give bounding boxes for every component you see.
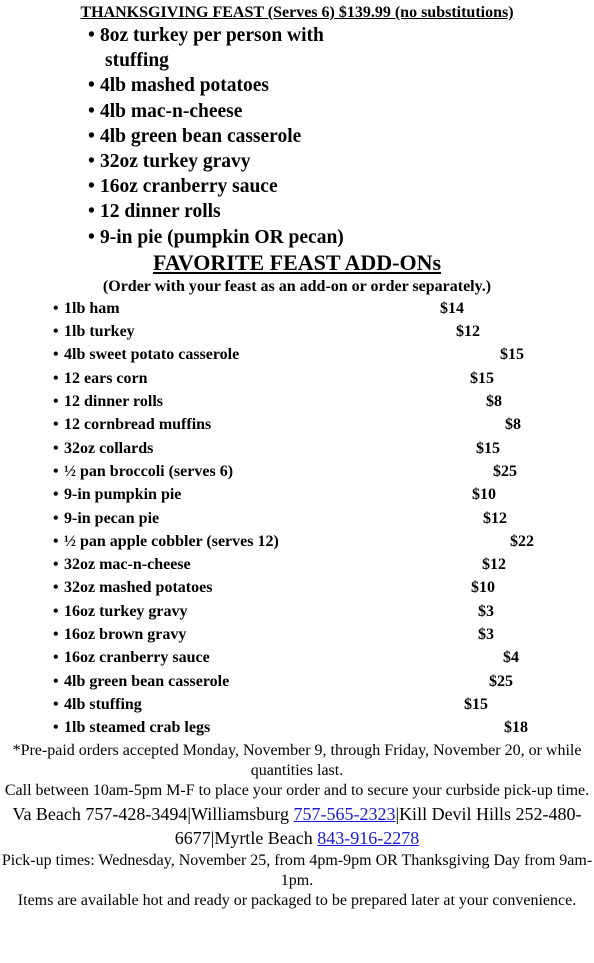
- addon-price: $22: [510, 532, 534, 550]
- addon-price: $12: [456, 323, 480, 341]
- feast-title: THANKSGIVING FEAST (Serves 6) $139.99 (no substitutions): [80, 4, 514, 21]
- bullet-icon: •: [53, 462, 59, 480]
- addon-price: $12: [483, 509, 507, 527]
- pickup-times: Pick-up times: Wednesday, November 25, from 4pm-9pm OR Thanksgiving Day from 9am-1pm.: [1, 852, 593, 890]
- addon-item: [0, 507, 594, 530]
- addons-subtitle: (Order with your feast as an add-on or order separately.): [102, 277, 492, 295]
- feast-item: • 8oz turkey per person with stuffing: [88, 25, 324, 72]
- va-beach-phone: Va Beach 757-428-3494: [12, 804, 188, 825]
- addon-item: [0, 716, 594, 739]
- addon-name: 4lb stuffing: [64, 695, 142, 713]
- addon-name: 32oz collards: [64, 439, 154, 457]
- feast-list: [0, 23, 594, 250]
- addon-item: [0, 343, 594, 366]
- bullet-icon: •: [53, 649, 59, 667]
- feast-item: • 12 dinner rolls: [88, 199, 594, 224]
- williamsburg-label: Williamsburg: [191, 804, 294, 825]
- feast-item: • 4lb green bean casserole: [88, 124, 594, 149]
- feast-item: • 4lb mashed potatoes: [88, 73, 594, 98]
- bullet-icon: •: [88, 151, 95, 173]
- bullet-icon: •: [88, 75, 95, 97]
- addon-item: [0, 483, 594, 506]
- addon-item: [0, 670, 594, 693]
- feast-item: • 9-in pie (pumpkin OR pecan): [88, 225, 594, 250]
- williamsburg-phone-link[interactable]: 757-565-2323: [293, 804, 396, 825]
- bullet-icon: •: [53, 369, 59, 387]
- bullet-icon: •: [88, 226, 95, 248]
- addon-price: $10: [472, 486, 496, 504]
- addon-name: 16oz brown gravy: [64, 625, 187, 643]
- addon-item: [0, 367, 594, 390]
- addon-price: $12: [482, 556, 506, 574]
- bullet-icon: •: [53, 393, 59, 411]
- bullet-icon: •: [53, 439, 59, 457]
- addon-name: 12 cornbread muffins: [64, 416, 212, 434]
- addon-item: [0, 297, 594, 320]
- bullet-icon: •: [53, 672, 59, 690]
- addon-item: [0, 693, 594, 716]
- addon-item: [0, 320, 594, 343]
- addon-name: 1lb ham: [64, 299, 120, 317]
- addon-price: $18: [504, 719, 528, 737]
- addon-price: $8: [486, 393, 502, 411]
- bullet-icon: •: [53, 416, 59, 434]
- bullet-icon: •: [53, 299, 59, 317]
- addon-item: [0, 390, 594, 413]
- addon-name: ½ pan broccoli (serves 6): [64, 462, 234, 480]
- addon-name: 16oz cranberry sauce: [64, 649, 210, 667]
- addon-item: [0, 530, 594, 553]
- bullet-icon: •: [53, 509, 59, 527]
- bullet-icon: •: [53, 486, 59, 504]
- addon-price: $3: [478, 625, 494, 643]
- myrtle-beach-phone-link[interactable]: 843-916-2278: [317, 828, 420, 849]
- addon-price: $15: [500, 346, 524, 364]
- addon-name: 32oz mac-n-cheese: [64, 556, 191, 574]
- addon-price: $25: [489, 672, 513, 690]
- feast-item: • 16oz cranberry sauce: [88, 174, 594, 199]
- myrtle-beach-label: Myrtle Beach: [214, 828, 318, 849]
- addon-name: 4lb sweet potato casserole: [64, 346, 240, 364]
- addon-item: [0, 437, 594, 460]
- kill-devil-hills-phone: Kill Devil Hills 252-480-6677: [174, 804, 582, 849]
- addon-name: 12 dinner rolls: [64, 393, 163, 411]
- addons-list: [0, 297, 594, 740]
- addon-name: 1lb steamed crab legs: [64, 719, 211, 737]
- addon-name: 12 ears corn: [64, 369, 148, 387]
- notes: [0, 741, 594, 801]
- bullet-icon: •: [53, 556, 59, 574]
- locations: Va Beach 757-428-3494|Williamsburg 757-565-2323|Kill Devil Hills 252-480-6677|Myrtle Beach 843-916-2278: [12, 804, 582, 849]
- addon-item: [0, 646, 594, 669]
- addon-price: $14: [440, 299, 464, 317]
- bullet-icon: •: [88, 25, 95, 46]
- addons-title: FAVORITE FEAST ADD-ONs: [152, 249, 442, 275]
- addon-item: [0, 576, 594, 599]
- bullet-icon: •: [53, 346, 59, 364]
- addon-price: $25: [493, 462, 517, 480]
- feast-item: • 4lb mac-n-cheese: [88, 99, 594, 124]
- bullet-icon: •: [53, 602, 59, 620]
- addon-item: [0, 460, 594, 483]
- addon-price: $15: [470, 369, 494, 387]
- addon-name: 32oz mashed potatoes: [64, 579, 213, 597]
- addon-name: 9-in pecan pie: [64, 509, 160, 527]
- addon-price: $10: [471, 579, 495, 597]
- addon-name: 16oz turkey gravy: [64, 602, 188, 620]
- addon-item: [0, 600, 594, 623]
- addon-price: $8: [505, 416, 521, 434]
- bullet-icon: •: [53, 532, 59, 550]
- bullet-icon: •: [88, 125, 95, 147]
- bullet-icon: •: [53, 323, 59, 341]
- bullet-icon: •: [53, 625, 59, 643]
- addon-price: $15: [476, 439, 500, 457]
- addon-item: [0, 623, 594, 646]
- feast-item: • 32oz turkey gravy: [88, 149, 594, 174]
- addon-item: [0, 413, 594, 436]
- addon-name: ½ pan apple cobbler (serves 12): [64, 532, 279, 550]
- addon-name: 4lb green bean casserole: [64, 672, 230, 690]
- addon-name: 9-in pumpkin pie: [64, 486, 182, 504]
- addon-price: $3: [478, 602, 494, 620]
- prepaid-note: *Pre-paid orders accepted Monday, November 9, through Friday, November 20, or while quantities last.: [12, 742, 582, 780]
- addon-price: $4: [503, 649, 519, 667]
- bullet-icon: •: [88, 100, 95, 122]
- bullet-icon: •: [88, 176, 95, 198]
- bullet-icon: •: [53, 695, 59, 713]
- addon-name: 1lb turkey: [64, 323, 135, 341]
- bullet-icon: •: [53, 719, 59, 737]
- addon-price: $15: [464, 695, 488, 713]
- call-note: Call between 10am-5pm M-F to place your order and to secure your curbside pick-up time.: [4, 782, 590, 800]
- addon-item: [0, 553, 594, 576]
- bullet-icon: •: [53, 579, 59, 597]
- pickup-info: [0, 851, 594, 911]
- bullet-icon: •: [88, 201, 95, 223]
- availability-note: Items are available hot and ready or packaged to be prepared later at your convenience.: [17, 892, 577, 910]
